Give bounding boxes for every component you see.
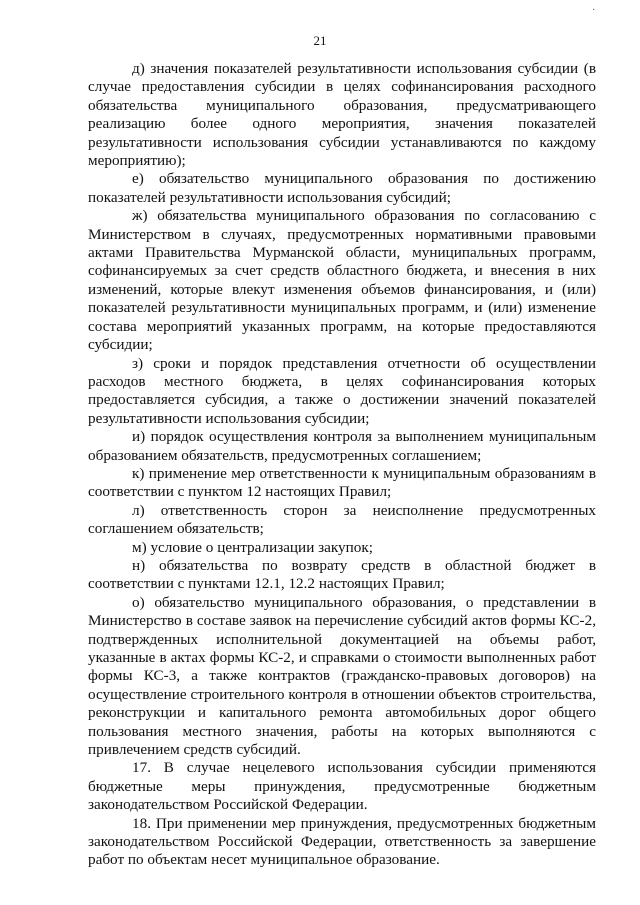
page-number: 21 bbox=[313, 33, 327, 48]
paragraph-i: и) порядок осуществления контроля за выполнением муниципальным образованием обязательств, предусмотренных соглашением; bbox=[88, 428, 596, 464]
paragraph-d: д) значения показателей результативности использования субсидии (в случае предоставления субсидии в целях софинансирования расходного обязательства муниципального образования, предусматривающего реализацию более одного мероприятия, значения показателей результативности использования субсидии устанавливаются по каждому мероприятию); bbox=[88, 60, 596, 170]
paragraph-l: л) ответственность сторон за неисполнение предусмотренных соглашением обязательств; bbox=[88, 501, 596, 538]
paragraph-z: з) сроки и порядок представления отчетности об осуществлении расходов местного бюджета, в целях софинансирования которых предоставляется субсидия, а также о достижении значений показателей результативности использования субсидии; bbox=[88, 354, 596, 427]
paragraph-n: н) обязательства по возврату средств в областной бюджет в соответствии с пунктами 12.1, 12.2 настоящих Правил; bbox=[88, 556, 596, 593]
paragraph-18: 18. При применении мер принуждения, предусмотренных бюджетным законодательством Российской Федерации, ответственность за завершение работ по объектам несет муниципальное образование. bbox=[88, 814, 596, 869]
paragraph-m: м) условие о централизации закупок; bbox=[132, 538, 373, 556]
document-body bbox=[88, 60, 596, 870]
paragraph-17: 17. В случае нецелевого использования субсидии применяются бюджетные меры принуждения, предусмотренные бюджетным законодательством Российской Федерации. bbox=[88, 759, 596, 814]
paragraph-e: е) обязательство муниципального образования по достижению показателей результативности использования субсидий; bbox=[88, 170, 596, 206]
corner-mark: · bbox=[592, 5, 596, 16]
paragraph-zh: ж) обязательства муниципального образования по согласованию с Министерством в случаях, предусмотренных нормативными правовыми актами Правительства Мурманской области, муниципальных программ, софинансируемых за счет средств областного бюджета, и внесения в них изменений, которые влекут изменения объемов финансирования, и (или) показателей результативности муниципальных программ, и (или) изменение состава мероприятий указанных программ, на которые предоставляются субсидии; bbox=[88, 207, 596, 354]
paragraph-o: о) обязательство муниципального образования, о представлении в Министерство в составе заявок на перечисление субсидий актов формы КС-2, подтвержденных исполнительной документацией на объемы работ, указанные в актах формы КС-2, и справками о стоимости выполненных работ формы КС-3, а также контрактов (гражданско-правовых договоров) на осуществление строительного контроля в отношении объектов строительства, реконструкции и капитального ремонта автомобильных дорог общего пользования местного значения, работы на которых выполняются с привлечением средств субсидий. bbox=[88, 593, 596, 759]
paragraph-k: к) применение мер ответственности к муниципальным образованиям в соответствии с пунктом 12 настоящих Правил; bbox=[88, 464, 596, 501]
